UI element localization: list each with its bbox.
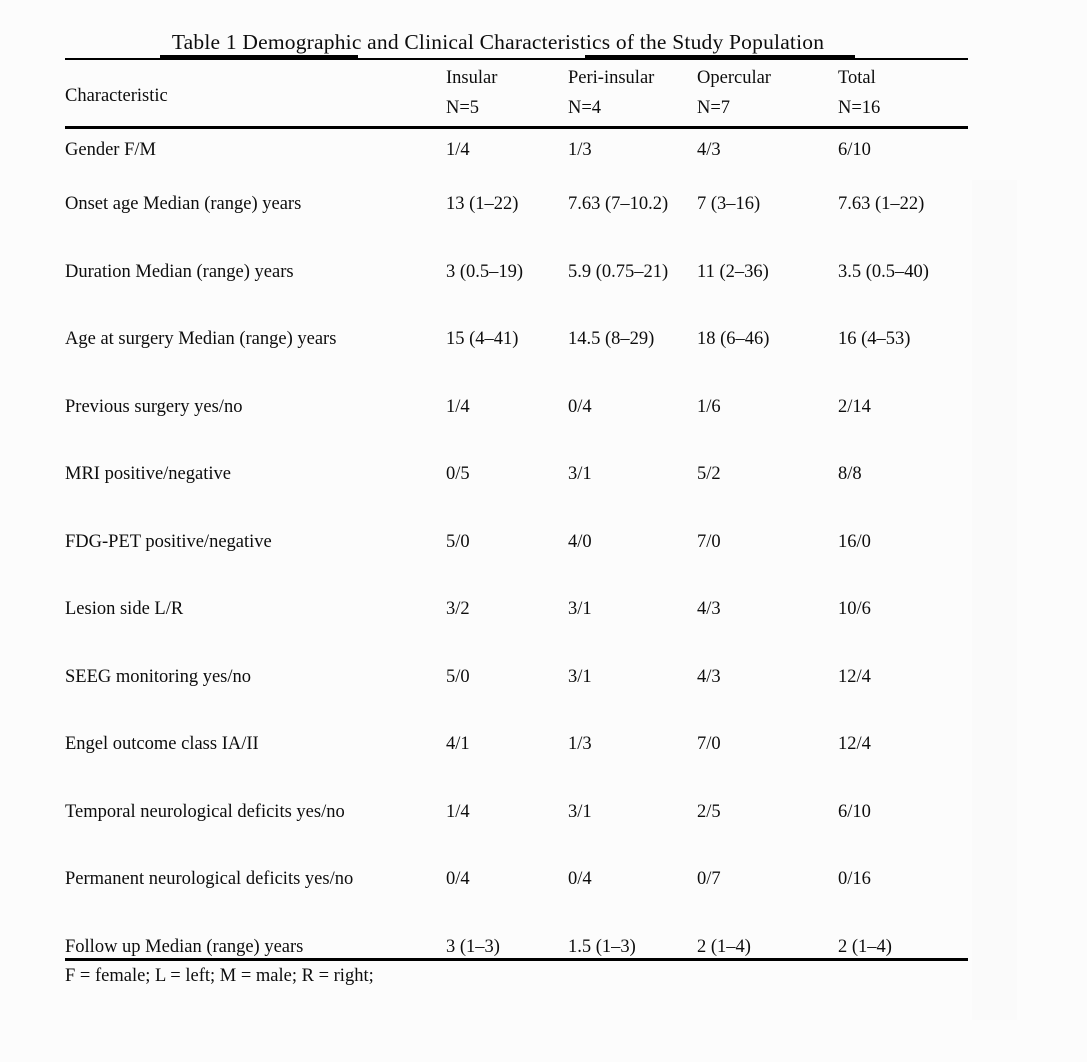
table-footnote: F = female; L = left; M = male; R = right; <box>65 966 374 986</box>
table-row <box>65 183 968 251</box>
scan-artifact-band <box>972 180 1017 1020</box>
row-value: 2 (1–4) <box>838 926 968 960</box>
row-value: 5/2 <box>697 464 721 484</box>
row-value: 8/8 <box>838 464 862 484</box>
row-value: 6/10 <box>838 801 871 822</box>
row-value: 4/3 <box>697 599 721 619</box>
row-value: 1.5 (1–3) <box>568 926 697 960</box>
row-value: 10/6 <box>838 599 871 619</box>
row-value: 12/4 <box>838 734 871 754</box>
table-row <box>65 318 968 386</box>
column-header-opercular <box>697 59 838 127</box>
row-characteristic: Lesion side L/R <box>65 599 184 619</box>
row-characteristic: SEEG monitoring yes/no <box>65 666 252 687</box>
column-header-n: N=5 <box>446 97 480 118</box>
row-value: 5.9 (0.75–21) <box>568 261 669 282</box>
row-value: 0/4 <box>446 869 470 889</box>
row-value: 3.5 (0.5–40) <box>838 261 929 282</box>
table-row <box>65 791 968 859</box>
row-value: 1/3 <box>568 734 592 754</box>
table-row <box>65 127 968 183</box>
row-value: 3 (1–3) <box>446 926 568 960</box>
row-value: 13 (1–22) <box>446 194 519 214</box>
row-value: 7.63 (7–10.2) <box>568 194 669 214</box>
row-value: 2/14 <box>838 396 871 417</box>
row-value: 7/0 <box>697 531 721 552</box>
row-value: 3/1 <box>568 801 592 822</box>
row-value: 0/7 <box>697 869 721 889</box>
row-characteristic: Previous surgery yes/no <box>65 396 243 417</box>
column-header-label: Insular <box>446 67 498 88</box>
row-value: 0/4 <box>568 869 592 889</box>
column-header-total <box>838 59 968 127</box>
row-value: 18 (6–46) <box>697 329 770 349</box>
row-value: 4/1 <box>446 734 470 754</box>
column-header-label: Total <box>838 67 876 88</box>
column-header-label: Opercular <box>697 67 771 88</box>
demographics-table <box>65 58 968 961</box>
row-value: 0/5 <box>446 464 470 484</box>
header-row <box>65 59 968 127</box>
column-header-n: N=16 <box>838 97 881 118</box>
row-value: 3 (0.5–19) <box>446 261 524 282</box>
row-value: 0/16 <box>838 869 871 889</box>
row-value: 4/3 <box>697 666 721 687</box>
row-value: 3/2 <box>446 599 470 619</box>
row-value: 1/4 <box>446 801 470 822</box>
row-value: 3/1 <box>568 666 592 687</box>
row-value: 1/4 <box>446 139 470 160</box>
row-characteristic: Duration Median (range) years <box>65 261 294 282</box>
row-characteristic: Gender F/M <box>65 139 156 160</box>
row-value: 3/1 <box>568 464 592 484</box>
table-row <box>65 588 968 656</box>
table-body <box>65 127 968 959</box>
row-value: 14.5 (8–29) <box>568 329 655 349</box>
row-characteristic: MRI positive/negative <box>65 464 231 484</box>
row-value: 7 (3–16) <box>697 194 761 214</box>
column-header-characteristic <box>65 59 446 127</box>
row-value: 12/4 <box>838 666 871 687</box>
column-header-peri-insular <box>568 59 697 127</box>
table-row <box>65 453 968 521</box>
row-value: 7/0 <box>697 734 721 754</box>
row-characteristic: Engel outcome class IA/II <box>65 734 259 754</box>
row-value: 2/5 <box>697 801 721 822</box>
column-header-insular <box>446 59 568 127</box>
row-value: 5/0 <box>446 666 470 687</box>
table-row <box>65 858 968 926</box>
table-row <box>65 251 968 319</box>
row-value: 16/0 <box>838 531 871 552</box>
row-characteristic: Age at surgery Median (range) years <box>65 329 337 349</box>
table-title: Table 1 Demographic and Clinical Characteristics of the Study Population <box>171 30 825 54</box>
row-value: 16 (4–53) <box>838 329 911 349</box>
table-row <box>65 386 968 454</box>
row-value: 4/3 <box>697 139 721 160</box>
row-value: 6/10 <box>838 139 871 160</box>
table-row <box>65 926 968 960</box>
column-header-label: Characteristic <box>65 85 168 106</box>
row-value: 2 (1–4) <box>697 926 838 960</box>
row-value: 1/6 <box>697 396 721 417</box>
row-value: 1/4 <box>446 396 470 417</box>
table-row <box>65 723 968 791</box>
row-value: 4/0 <box>568 531 592 552</box>
row-value: 15 (4–41) <box>446 329 519 349</box>
row-value: 7.63 (1–22) <box>838 194 925 214</box>
table-header <box>65 59 968 127</box>
row-value: 0/4 <box>568 396 592 417</box>
row-characteristic: Follow up Median (range) years <box>65 926 446 960</box>
row-value: 5/0 <box>446 531 470 552</box>
row-value: 3/1 <box>568 599 592 619</box>
row-value: 11 (2–36) <box>697 261 769 282</box>
column-header-n: N=4 <box>568 97 602 118</box>
column-header-n: N=7 <box>697 97 731 118</box>
table-row <box>65 521 968 589</box>
row-value: 1/3 <box>568 139 592 160</box>
table-title-wrap <box>0 30 996 55</box>
column-header-label: Peri-insular <box>568 67 655 88</box>
row-characteristic: Permanent neurological deficits yes/no <box>65 869 354 889</box>
row-characteristic: Temporal neurological deficits yes/no <box>65 801 345 822</box>
table-row <box>65 656 968 724</box>
row-characteristic: Onset age Median (range) years <box>65 194 302 214</box>
row-characteristic: FDG-PET positive/negative <box>65 531 272 552</box>
